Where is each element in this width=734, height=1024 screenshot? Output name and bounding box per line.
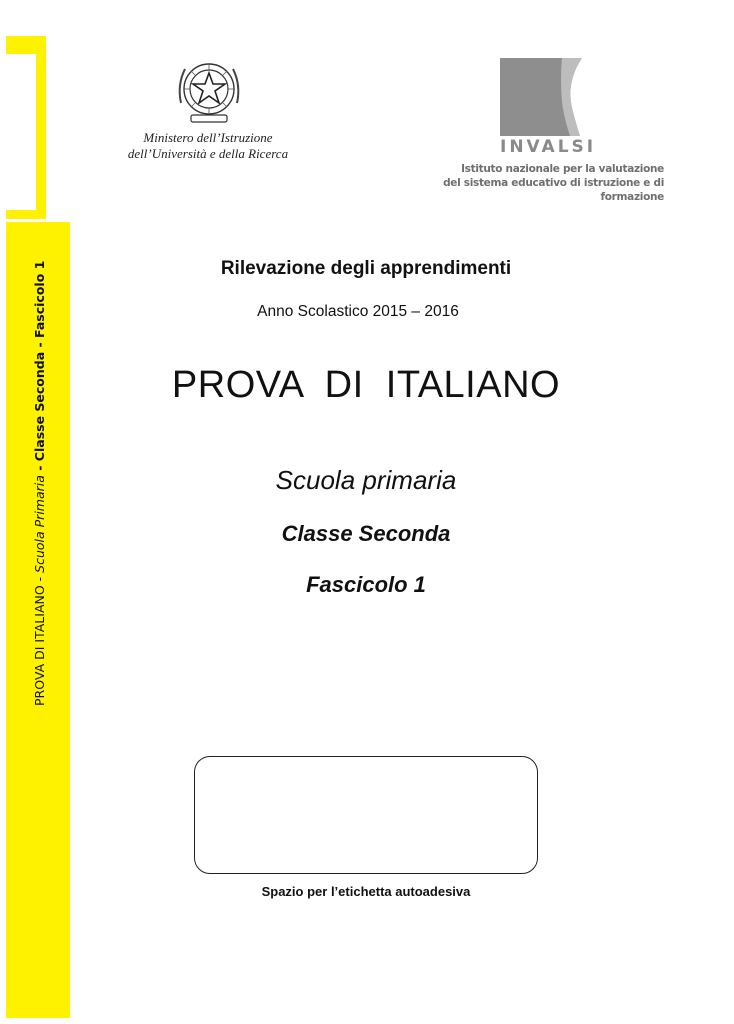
yellow-band-cutout bbox=[6, 54, 36, 210]
sticker-label-caption: Spazio per l’etichetta autoadesiva bbox=[261, 884, 471, 899]
ministry-name bbox=[108, 130, 308, 162]
school-year: Anno Scolastico 2015 – 2016 bbox=[257, 303, 459, 320]
italian-republic-emblem-icon bbox=[173, 55, 245, 127]
sticker-label-box bbox=[194, 756, 538, 874]
survey-title: Rilevazione degli apprendimenti bbox=[220, 258, 512, 279]
booklet-number: Fascicolo 1 bbox=[306, 572, 426, 597]
test-title: PROVA DI ITALIANO bbox=[171, 364, 561, 406]
school-level: Scuola primaria bbox=[275, 465, 457, 495]
invalsi-description bbox=[424, 162, 664, 204]
invalsi-name: INVALSI bbox=[500, 137, 597, 157]
ministry-line-1: Ministero dell’Istruzione bbox=[143, 130, 273, 145]
invalsi-logo-icon bbox=[500, 58, 582, 136]
invalsi-desc-line-2: del sistema educativo di istruzione e di formazione bbox=[443, 177, 664, 203]
spine-label bbox=[30, 260, 50, 706]
spine-part-title: PROVA DI ITALIANO - bbox=[32, 572, 47, 706]
ministry-line-2: dell’Università e della Ricerca bbox=[127, 146, 289, 161]
class-name: Classe Seconda bbox=[281, 521, 451, 546]
invalsi-desc-line-1: Istituto nazionale per la valutazione bbox=[461, 163, 664, 175]
spine-part-class: - Classe Seconda - Fascicolo 1 bbox=[32, 260, 47, 476]
spine-part-school: Scuola Primaria bbox=[32, 475, 47, 573]
